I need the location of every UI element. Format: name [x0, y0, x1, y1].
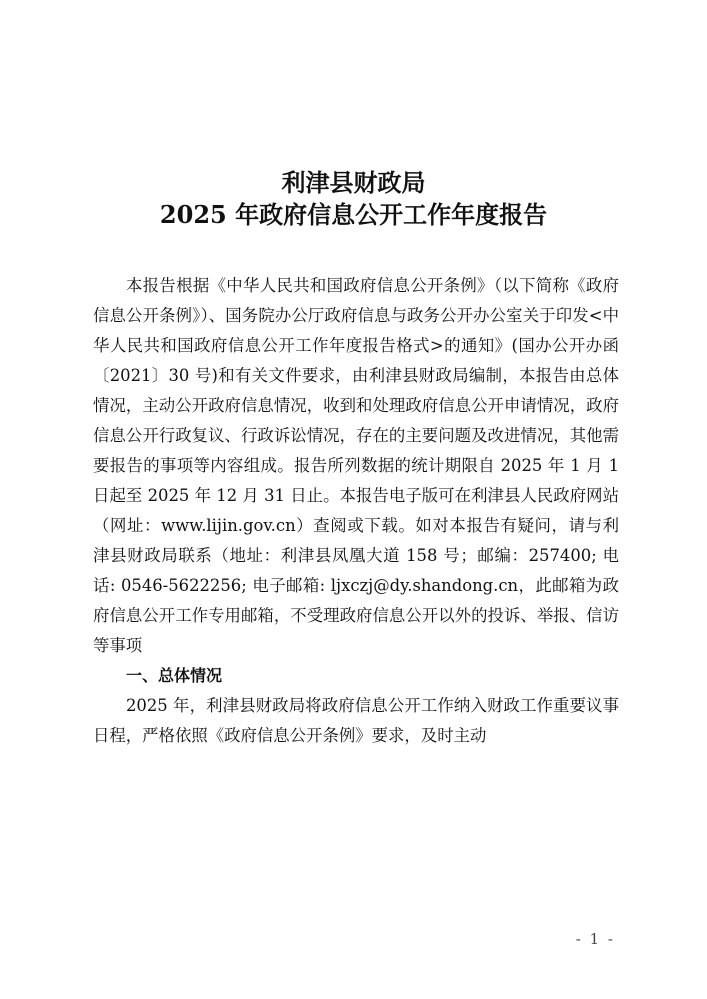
page-number: - 1 -	[575, 930, 615, 948]
overview-paragraph: 2025 年，利津县财政局将政府信息公开工作纳入财政工作重要议事日程，严格依照《政府信息公开条例》要求，及时主动	[93, 696, 619, 745]
document-title-line-1: 利津县财政局	[281, 168, 426, 197]
document-body	[93, 271, 619, 751]
document-title-line-2: 2025 年政府信息公开工作年度报告	[159, 200, 548, 229]
section-heading-overview: 一、总体情况	[126, 666, 223, 685]
intro-paragraph: 本报告根据《中华人民共和国政府信息公开条例》（以下简称《政府信息公开条例》）、国务院办公厅政府信息与政务公开办公室关于印发<中华人民共和国政府信息公开工作年度报告格式>的通知》(国办公开办函〔2021〕30 号)和有关文件要求，由利津县财政局编制，本报告由总体情况，主动公开政府信息情况，收到和处理政府信息公开申请情况，政府信息公开行政复议、行政诉讼情况，存在的主要问题及改进情况，其他需要报告的事项等内容组成。报告所列数据的统计期限自 2025 年 1 月 1 日起至 2025 年 12 月 31 日止。本报告电子版可在利津县人民政府网站（网址：www.lijin.gov.cn）查阅或下载。如对本报告有疑问，请与利津县财政局联系（地址：利津县凤凰大道 158 号；邮编：257400; 电话: 0546-5622256; 电子邮箱: ljxczj@dy.shandong.cn，此邮箱为政府信息公开工作专用邮箱，不受理政府信息公开以外的投诉、举报、信访等事项	[93, 276, 619, 655]
